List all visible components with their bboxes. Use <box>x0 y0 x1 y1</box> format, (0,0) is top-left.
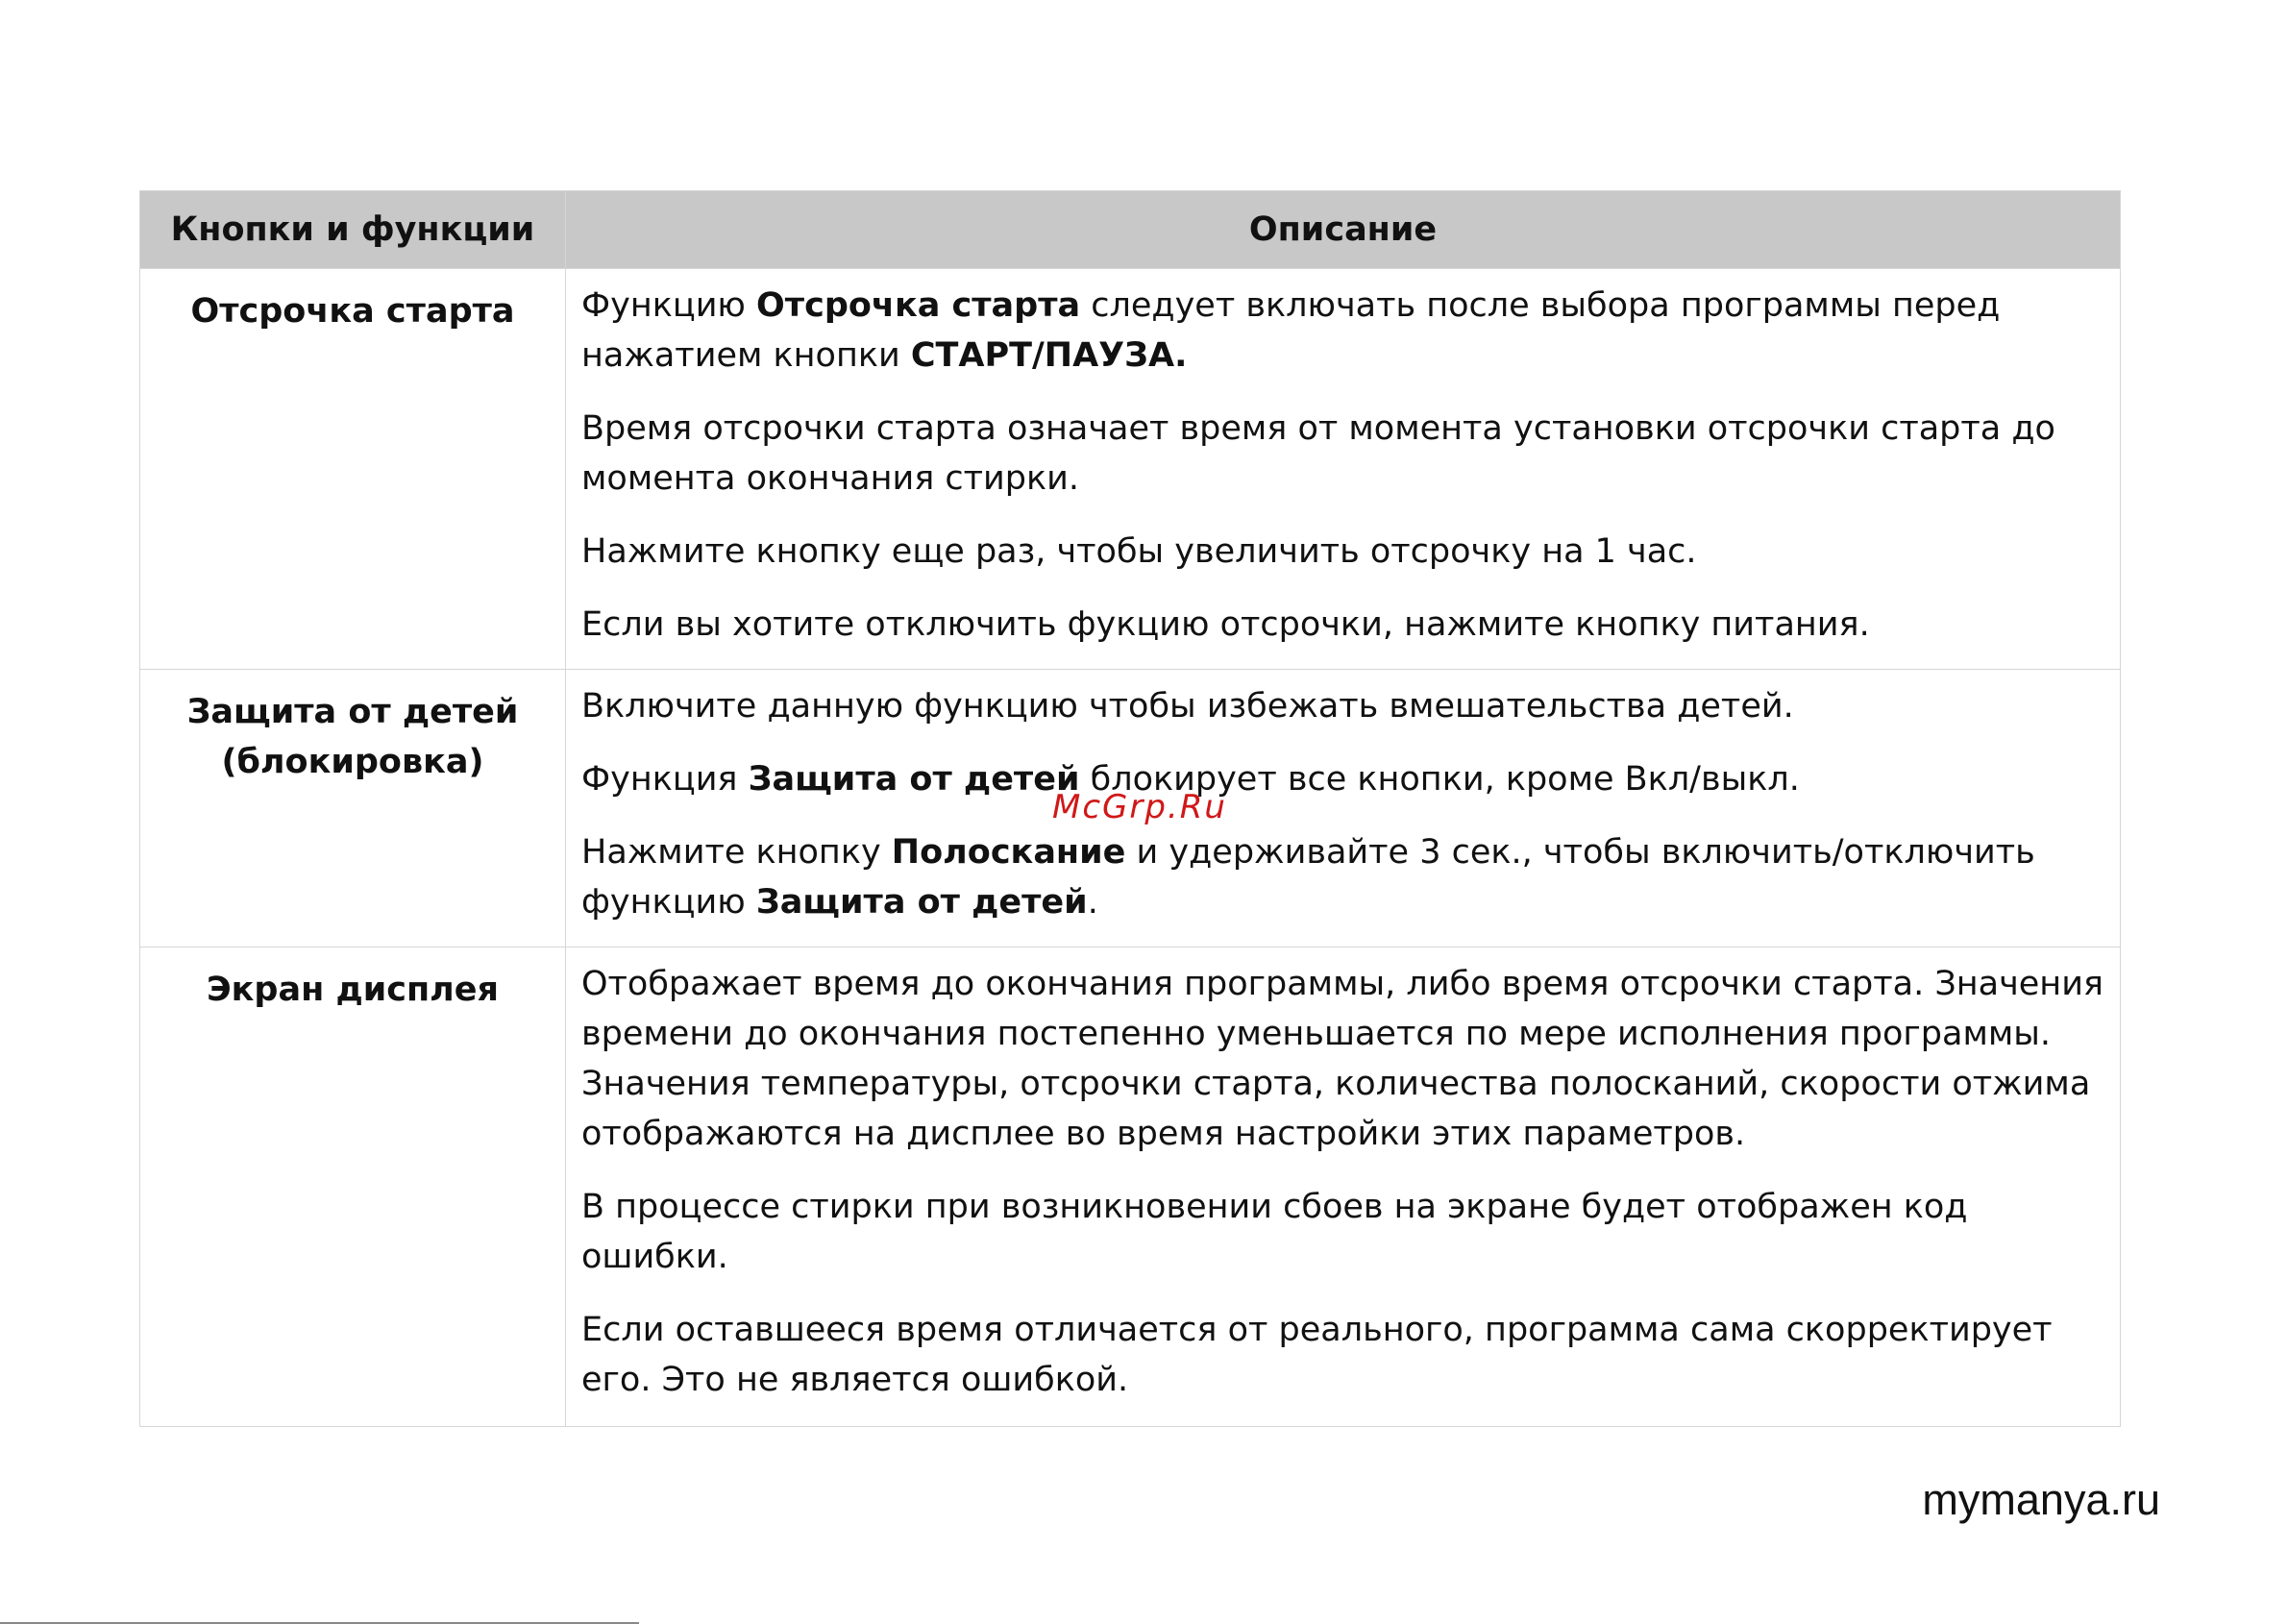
bold-term: Защита от детей <box>748 760 1080 799</box>
text-segment: Если оставшееся время отличается от реального, программа сама скорректирует его. Это не является ошибкой. <box>581 1311 2053 1399</box>
function-name: Отсрочка старта <box>140 269 566 670</box>
function-description <box>566 670 2121 947</box>
text-segment: Если вы хотите отключить фукцию отсрочки, нажмите кнопку питания. <box>581 605 1870 644</box>
description-paragraph <box>581 681 2104 731</box>
bold-term: Защита от детей <box>755 883 1088 922</box>
header-description: Описание <box>566 191 2121 269</box>
text-segment: Включите данную функцию чтобы избежать вмешательства детей. <box>581 687 1794 726</box>
description-paragraph <box>581 527 2104 577</box>
description-paragraph <box>581 754 2104 804</box>
description-paragraph <box>581 1305 2104 1405</box>
function-name: Экран дисплея <box>140 947 566 1427</box>
text-segment: Время отсрочки старта означает время от момента установки отсрочки старта до момента окончания стирки. <box>581 409 2055 498</box>
watermark: McGrp.Ru <box>1052 788 1227 826</box>
text-segment: В процессе стирки при возникновении сбоев на экране будет отображен код ошибки. <box>581 1188 1968 1276</box>
text-segment: блокирует все кнопки, кроме Вкл/выкл. <box>1079 760 1800 799</box>
table-row <box>140 269 2121 670</box>
brand-label: mymanya.ru <box>1922 1475 2160 1524</box>
description-paragraph <box>581 1182 2104 1282</box>
description-paragraph <box>581 404 2104 504</box>
text-segment: Отображает время до окончания программы, либо время отсрочки старта. Значения времени до окончания постепенно уменьшается по мере исполнения программы. Значения температуры, отсрочки старта, количества полосканий, скорости отжима отображаются на дисплее во время настройки этих параметров. <box>581 965 2103 1153</box>
function-description <box>566 947 2121 1427</box>
description-paragraph <box>581 281 2104 381</box>
text-segment: Функция <box>581 760 749 799</box>
description-paragraph <box>581 959 2104 1159</box>
description-paragraph <box>581 827 2104 927</box>
text-segment: . <box>1087 883 1098 922</box>
function-name: Защита от детей (блокировка) <box>140 670 566 947</box>
bold-term: СТАРТ/ПАУЗА. <box>910 336 1188 375</box>
text-segment: Функцию <box>581 286 757 325</box>
description-paragraph <box>581 600 2104 650</box>
text-segment: и удерживайте 3 сек., чтобы включить/отключить функцию <box>581 833 2035 922</box>
text-segment: следует включать после выбора программы перед нажатием кнопки <box>581 286 2001 375</box>
bold-term: Отсрочка старта <box>756 286 1081 325</box>
header-functions: Кнопки и функции <box>140 191 566 269</box>
table-row <box>140 947 2121 1427</box>
text-segment: Нажмите кнопку еще раз, чтобы увеличить отсрочку на 1 час. <box>581 532 1697 571</box>
text-segment: Нажмите кнопку <box>581 833 892 872</box>
bold-term: Полоскание <box>891 833 1126 872</box>
function-description <box>566 269 2121 670</box>
table-header-row <box>140 191 2121 269</box>
